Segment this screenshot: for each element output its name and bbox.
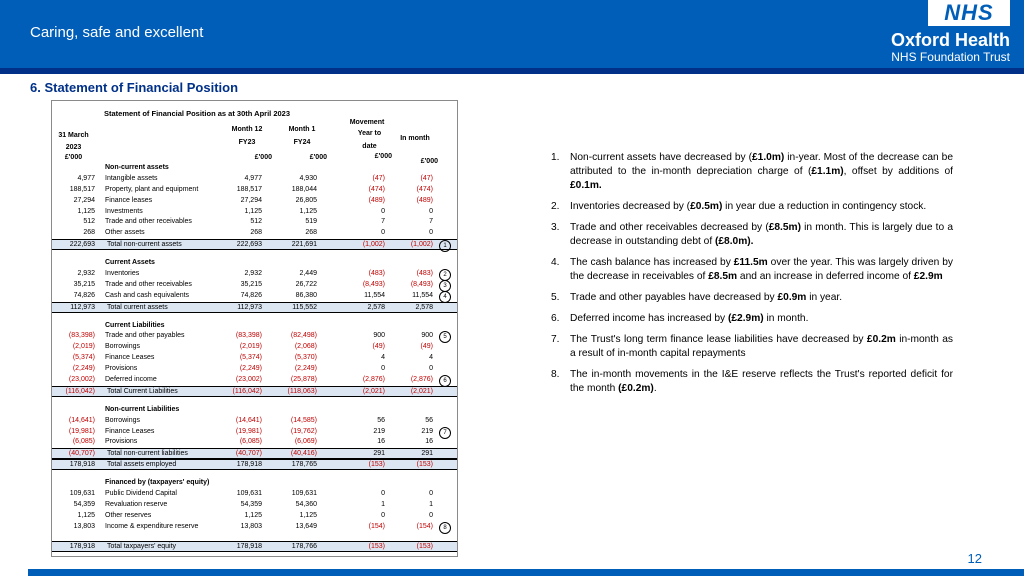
cell-m12-fy23: (14,641) — [235, 416, 262, 424]
cell-movement-ytd: 1 — [381, 500, 385, 508]
table-body — [52, 163, 457, 552]
note-text: Trade and other receivables decreased by ( — [570, 222, 769, 233]
cell-movement-ytd: (474) — [368, 185, 385, 193]
cell-m12-fy23: 512 — [250, 218, 262, 226]
note-marker: 2 — [439, 269, 451, 281]
table-section-header — [52, 321, 457, 332]
cell-m1-fy24: 13,649 — [295, 522, 317, 530]
note-emphasis: (£0.2m) — [618, 383, 654, 394]
note-number: 5. — [551, 292, 560, 303]
table-row — [52, 416, 457, 427]
cell-movement-inmonth: (474) — [416, 185, 433, 193]
note-number: 3. — [551, 222, 560, 233]
cell-movement-ytd: (154) — [368, 522, 385, 530]
cell-m12-fy23: 74,826 — [240, 291, 262, 299]
note-emphasis: £11.5m — [733, 257, 768, 268]
note-number: 7. — [551, 334, 560, 345]
cell-movement-inmonth: (483) — [416, 270, 433, 278]
note-text: in-year. Most of the decrease can be attributed to the in-month depreciation charge of ( — [570, 152, 954, 177]
table-row — [52, 331, 457, 342]
table-row — [52, 280, 457, 291]
note-item — [551, 221, 953, 249]
cell-movement-inmonth: 7 — [429, 218, 433, 226]
table-total-row — [52, 239, 457, 250]
table-row — [52, 217, 457, 228]
row-label: Deferred income — [105, 376, 157, 384]
row-label: Total assets employed — [107, 461, 177, 469]
note-marker: 4 — [439, 291, 451, 303]
cell-m12-fy23: 268 — [250, 229, 262, 237]
cell-march-2023: (116,042) — [65, 387, 95, 395]
cell-movement-inmonth: (153) — [416, 461, 433, 469]
table-row — [52, 511, 457, 522]
table-total-row — [52, 302, 457, 313]
note-item — [551, 312, 953, 326]
note-emphasis: £0.9m — [777, 292, 807, 303]
header-bar — [0, 0, 1024, 68]
org-subtitle: NHS Foundation Trust — [891, 50, 1010, 64]
row-label: Finance leases — [105, 196, 153, 204]
row-label: Income & expenditure reserve — [105, 522, 199, 530]
note-item — [551, 151, 953, 193]
note-text: over the year. This was largely driven by the decrease in receivables of — [570, 257, 954, 282]
note-text: , offset by additions of — [843, 166, 953, 177]
cell-m1-fy24: (14,585) — [290, 416, 317, 424]
cell-movement-inmonth: 16 — [425, 438, 433, 446]
cell-m12-fy23: 1,125 — [244, 207, 262, 215]
note-number: 6. — [551, 313, 560, 324]
note-item — [551, 256, 953, 284]
cell-movement-inmonth: (8,493) — [410, 280, 433, 288]
row-label: Intangible assets — [105, 174, 158, 182]
table-row — [52, 364, 457, 375]
note-number: 2. — [551, 201, 560, 212]
cell-movement-inmonth: (47) — [420, 174, 433, 182]
cell-movement-ytd: 11,554 — [364, 291, 385, 299]
row-label: Non-current assets — [105, 164, 169, 171]
note-emphasis: £0.1m. — [570, 180, 602, 191]
row-label: Total non-current liabilities — [107, 450, 188, 458]
cell-movement-inmonth: 219 — [421, 427, 433, 435]
cell-m12-fy23: 188,517 — [236, 185, 262, 193]
cell-m1-fy24: 178,765 — [291, 461, 317, 469]
cell-m1-fy24: (2,249) — [294, 365, 317, 373]
note-text: in year due a reduction in contingency stock. — [722, 201, 927, 212]
cell-movement-ytd: 219 — [373, 427, 385, 435]
note-emphasis: £8.5m — [708, 271, 738, 282]
cell-movement-ytd: (2,876) — [362, 376, 385, 384]
cell-m1-fy24: 115,552 — [292, 303, 317, 311]
cell-march-2023: 178,918 — [69, 461, 95, 469]
table-title: Statement of Financial Position as at 30th April 2023 — [103, 109, 291, 118]
table-spacer — [52, 533, 457, 541]
table-spacer — [52, 250, 457, 258]
cell-movement-inmonth: 291 — [421, 450, 433, 458]
cell-m1-fy24: 519 — [305, 218, 317, 226]
cell-march-2023: 222,693 — [69, 241, 95, 249]
note-emphasis: £1.0m) — [752, 152, 785, 163]
cell-m12-fy23: 109,631 — [236, 490, 262, 498]
row-label: Provisions — [105, 365, 138, 373]
note-marker: 1 — [439, 240, 451, 252]
note-text: The cash balance has increased by — [570, 257, 734, 268]
cell-march-2023: (19,981) — [68, 427, 95, 435]
note-text: in month. This is largely due to a decrease in outstanding debt of — [570, 222, 953, 247]
note-item — [551, 333, 953, 361]
cell-march-2023: 112,973 — [70, 303, 95, 311]
table-section-header — [52, 478, 457, 489]
cell-movement-inmonth: 4 — [429, 354, 433, 362]
note-marker: 8 — [439, 522, 451, 534]
notes-list — [551, 151, 953, 403]
note-text: The in-month movements in the I&E reserve reflects the Trust's reported deficit for the month — [570, 369, 953, 394]
cell-movement-ytd: 16 — [377, 438, 385, 446]
cell-m12-fy23: (40,707) — [235, 450, 262, 458]
cell-m1-fy24: 268 — [305, 229, 317, 237]
table-spacer — [52, 313, 457, 321]
cell-m1-fy24: (5,370) — [294, 354, 317, 362]
cell-m1-fy24: (6,069) — [294, 438, 317, 446]
cell-m12-fy23: (19,981) — [235, 427, 262, 435]
col-header-fy23: Month 12 FY23 £'000 — [231, 126, 272, 161]
cell-march-2023: 4,977 — [77, 174, 95, 182]
row-label: Financed by (taxpayers' equity) — [105, 479, 210, 487]
cell-m1-fy24: 2,449 — [299, 270, 317, 278]
cell-march-2023: 74,826 — [73, 291, 95, 299]
cell-m12-fy23: (6,085) — [239, 438, 262, 446]
note-item — [551, 368, 953, 396]
table-row — [52, 342, 457, 353]
col-header-inmonth: In month £'000 — [400, 135, 438, 165]
cell-march-2023: (2,249) — [72, 365, 95, 373]
cell-movement-inmonth: (49) — [420, 343, 433, 351]
cell-movement-ytd: (47) — [372, 174, 385, 182]
tagline: Caring, safe and excellent — [30, 24, 204, 41]
note-emphasis: £0.2m — [866, 334, 896, 345]
note-emphasis: £2.9m — [913, 271, 943, 282]
nhs-logo: NHS — [928, 0, 1010, 26]
row-label: Borrowings — [105, 416, 141, 424]
cell-march-2023: (83,398) — [68, 332, 95, 340]
row-label: Borrowings — [105, 343, 141, 351]
cell-march-2023: 109,631 — [69, 490, 95, 498]
row-label: Finance Leases — [105, 354, 155, 362]
cell-movement-inmonth: 11,554 — [412, 291, 433, 299]
cell-movement-inmonth: (153) — [416, 542, 433, 550]
table-row — [52, 174, 457, 185]
cell-movement-ytd: (2,021) — [362, 387, 385, 395]
cell-movement-inmonth: 1 — [429, 500, 433, 508]
table-row — [52, 522, 457, 533]
cell-march-2023: (6,085) — [72, 438, 95, 446]
cell-movement-inmonth: (154) — [416, 522, 433, 530]
cell-movement-inmonth: 56 — [425, 416, 433, 424]
cell-movement-ytd: 0 — [381, 207, 385, 215]
cell-movement-inmonth: 0 — [429, 207, 433, 215]
table-row — [52, 291, 457, 302]
table-row — [52, 427, 457, 438]
table-total-row — [52, 459, 457, 470]
financial-table-panel — [51, 100, 458, 557]
note-number: 1. — [551, 152, 560, 163]
cell-m1-fy24: 4,930 — [299, 174, 317, 182]
table-row — [52, 207, 457, 218]
cell-march-2023: 54,359 — [73, 500, 95, 508]
table-row — [52, 437, 457, 448]
cell-m1-fy24: 54,360 — [295, 500, 317, 508]
table-row — [52, 185, 457, 196]
cell-m1-fy24: 178,766 — [291, 542, 317, 550]
col-header-ytd: Year to date £'000 — [357, 130, 392, 160]
row-label: Cash and cash equivalents — [105, 291, 190, 299]
note-emphasis: (£8.0m). — [715, 236, 754, 247]
cell-movement-ytd: 0 — [381, 490, 385, 498]
cell-march-2023: (40,707) — [68, 450, 95, 458]
row-label: Provisions — [105, 438, 138, 446]
cell-movement-ytd: 0 — [381, 365, 385, 373]
cell-march-2023: 2,932 — [77, 270, 95, 278]
note-text: Inventories decreased by ( — [570, 201, 691, 212]
cell-march-2023: 35,215 — [73, 280, 95, 288]
row-label: Current Assets — [105, 259, 155, 267]
row-label: Revaluation reserve — [105, 500, 168, 508]
note-text: in year. — [806, 292, 843, 303]
cell-movement-ytd: 56 — [377, 416, 385, 424]
cell-m12-fy23: 13,803 — [240, 522, 262, 530]
cell-movement-inmonth: 0 — [429, 511, 433, 519]
footer-bar — [28, 569, 1024, 576]
row-label: Trade and other payables — [105, 332, 185, 340]
cell-m1-fy24: (19,762) — [290, 427, 317, 435]
row-label: Total current assets — [107, 303, 168, 311]
note-text: Non-current assets have decreased by ( — [570, 152, 752, 163]
cell-march-2023: 188,517 — [69, 185, 95, 193]
cell-m1-fy24: (25,878) — [290, 376, 317, 384]
cell-movement-ytd: (1,002) — [362, 241, 385, 249]
cell-m12-fy23: (2,249) — [239, 365, 262, 373]
cell-movement-inmonth: 0 — [429, 229, 433, 237]
note-text: Trade and other payables have decreased by — [570, 292, 778, 303]
note-emphasis: £8.5m) — [768, 222, 801, 233]
cell-movement-ytd: 900 — [373, 332, 385, 340]
table-total-row — [52, 386, 457, 397]
cell-movement-ytd: (153) — [368, 542, 385, 550]
cell-m12-fy23: 222,693 — [236, 241, 262, 249]
table-section-header — [52, 163, 457, 174]
cell-movement-inmonth: (2,876) — [410, 376, 433, 384]
cell-m12-fy23: 178,918 — [236, 461, 262, 469]
cell-m1-fy24: 188,044 — [291, 185, 317, 193]
cell-march-2023: (5,374) — [72, 354, 95, 362]
cell-m12-fy23: 1,125 — [244, 511, 262, 519]
row-label: Finance Leases — [105, 427, 155, 435]
cell-march-2023: (2,019) — [72, 343, 95, 351]
row-label: Total taxpayers' equity — [107, 542, 177, 550]
row-label: Trade and other receivables — [105, 280, 192, 288]
cell-movement-ytd: (489) — [368, 196, 385, 204]
cell-movement-inmonth: (489) — [416, 196, 433, 204]
cell-m1-fy24: 1,125 — [299, 511, 317, 519]
row-label: Investments — [105, 207, 143, 215]
cell-march-2023: 27,294 — [73, 196, 95, 204]
cell-movement-inmonth: 2,578 — [415, 303, 433, 311]
table-row — [52, 228, 457, 239]
cell-movement-inmonth: 0 — [429, 490, 433, 498]
cell-m1-fy24: (82,498) — [290, 332, 317, 340]
note-number: 8. — [551, 369, 560, 380]
table-row — [52, 489, 457, 500]
row-label: Total non-current assets — [107, 241, 182, 249]
cell-m1-fy24: 86,380 — [295, 291, 317, 299]
cell-movement-inmonth: 0 — [429, 365, 433, 373]
row-label: Trade and other receivables — [105, 218, 192, 226]
cell-movement-ytd: (49) — [372, 343, 385, 351]
cell-m12-fy23: (2,019) — [239, 343, 262, 351]
row-label: Public Dividend Capital — [105, 490, 177, 498]
table-section-header — [52, 258, 457, 269]
section-title: 6. Statement of Financial Position — [30, 80, 239, 95]
cell-movement-ytd: (153) — [368, 461, 385, 469]
table-spacer — [52, 397, 457, 405]
cell-march-2023: 1,125 — [77, 207, 95, 215]
cell-m12-fy23: (5,374) — [239, 354, 262, 362]
row-label: Current Liabilities — [105, 321, 165, 329]
cell-m1-fy24: (2,068) — [294, 343, 317, 351]
note-item — [551, 291, 953, 305]
cell-movement-ytd: 0 — [381, 511, 385, 519]
table-row — [52, 196, 457, 207]
note-marker: 6 — [439, 375, 451, 387]
cell-m1-fy24: 109,631 — [291, 490, 317, 498]
cell-m12-fy23: (116,042) — [232, 387, 262, 395]
cell-movement-ytd: 0 — [381, 229, 385, 237]
cell-m1-fy24: (118,063) — [287, 387, 317, 395]
cell-m12-fy23: 2,932 — [244, 270, 262, 278]
note-emphasis: (£2.9m) — [728, 313, 764, 324]
cell-movement-inmonth: (1,002) — [410, 241, 433, 249]
col-header-march: 31 March 2023 £'000 — [58, 132, 89, 161]
table-row — [52, 353, 457, 364]
note-item — [551, 200, 953, 214]
cell-movement-ytd: 291 — [373, 450, 385, 458]
cell-march-2023: 268 — [83, 229, 95, 237]
table-spacer — [52, 470, 457, 478]
row-label: Non-current Liabilities — [105, 405, 180, 413]
cell-movement-ytd: 4 — [381, 354, 385, 362]
cell-m1-fy24: 26,805 — [295, 196, 317, 204]
cell-movement-ytd: (483) — [368, 270, 385, 278]
cell-movement-inmonth: (2,021) — [410, 387, 433, 395]
row-label: Total Current Liabilities — [107, 387, 178, 395]
table-row — [52, 269, 457, 280]
row-label: Other assets — [105, 229, 145, 237]
table-row — [52, 500, 457, 511]
note-text: The Trust's long term finance lease liabilities have decreased by — [570, 334, 867, 345]
table-total-row — [52, 448, 457, 459]
note-marker: 7 — [439, 427, 451, 439]
cell-m1-fy24: 221,691 — [291, 241, 317, 249]
cell-m12-fy23: 112,973 — [237, 303, 262, 311]
note-emphasis: £0.5m) — [690, 201, 723, 212]
cell-march-2023: 512 — [83, 218, 95, 226]
org-name: Oxford Health — [890, 30, 1010, 50]
col-header-movement: Movement — [349, 119, 385, 126]
note-emphasis: £1.1m) — [811, 166, 844, 177]
row-label: Property, plant and equipment — [105, 185, 199, 193]
cell-m12-fy23: 27,294 — [240, 196, 262, 204]
cell-march-2023: 1,125 — [77, 511, 95, 519]
note-text: Deferred income has increased by — [570, 313, 728, 324]
cell-movement-ytd: 7 — [381, 218, 385, 226]
cell-movement-inmonth: 900 — [421, 332, 433, 340]
note-marker: 3 — [439, 280, 451, 292]
cell-m12-fy23: (83,398) — [235, 332, 262, 340]
cell-m1-fy24: (40,416) — [290, 450, 317, 458]
note-text: . — [653, 383, 657, 394]
cell-m1-fy24: 26,722 — [295, 280, 317, 288]
table-total-row — [52, 541, 457, 552]
header-stripe — [0, 68, 1024, 74]
cell-m12-fy23: (23,002) — [235, 376, 262, 384]
note-text: and an increase in deferred income of — [737, 271, 914, 282]
note-text: in-month as a result of in-month capital repayments — [570, 334, 953, 359]
cell-march-2023: (23,002) — [68, 376, 95, 384]
cell-movement-ytd: (8,493) — [362, 280, 385, 288]
cell-m12-fy23: 178,918 — [236, 542, 262, 550]
table-row — [52, 375, 457, 386]
cell-movement-ytd: 2,578 — [367, 303, 385, 311]
page-number: 12 — [967, 551, 982, 566]
cell-march-2023: (14,641) — [68, 416, 95, 424]
row-label: Inventories — [105, 270, 140, 278]
cell-m12-fy23: 4,977 — [244, 174, 262, 182]
cell-m1-fy24: 1,125 — [299, 207, 317, 215]
note-text: in month. — [763, 313, 809, 324]
cell-m12-fy23: 54,359 — [240, 500, 262, 508]
cell-march-2023: 13,803 — [73, 522, 95, 530]
note-number: 4. — [551, 257, 560, 268]
table-section-header — [52, 405, 457, 416]
cell-march-2023: 178,918 — [69, 542, 95, 550]
col-header-fy24: Month 1 FY24 £'000 — [288, 126, 327, 161]
note-marker: 5 — [439, 331, 451, 343]
cell-m12-fy23: 35,215 — [240, 280, 262, 288]
row-label: Other reserves — [105, 511, 152, 519]
